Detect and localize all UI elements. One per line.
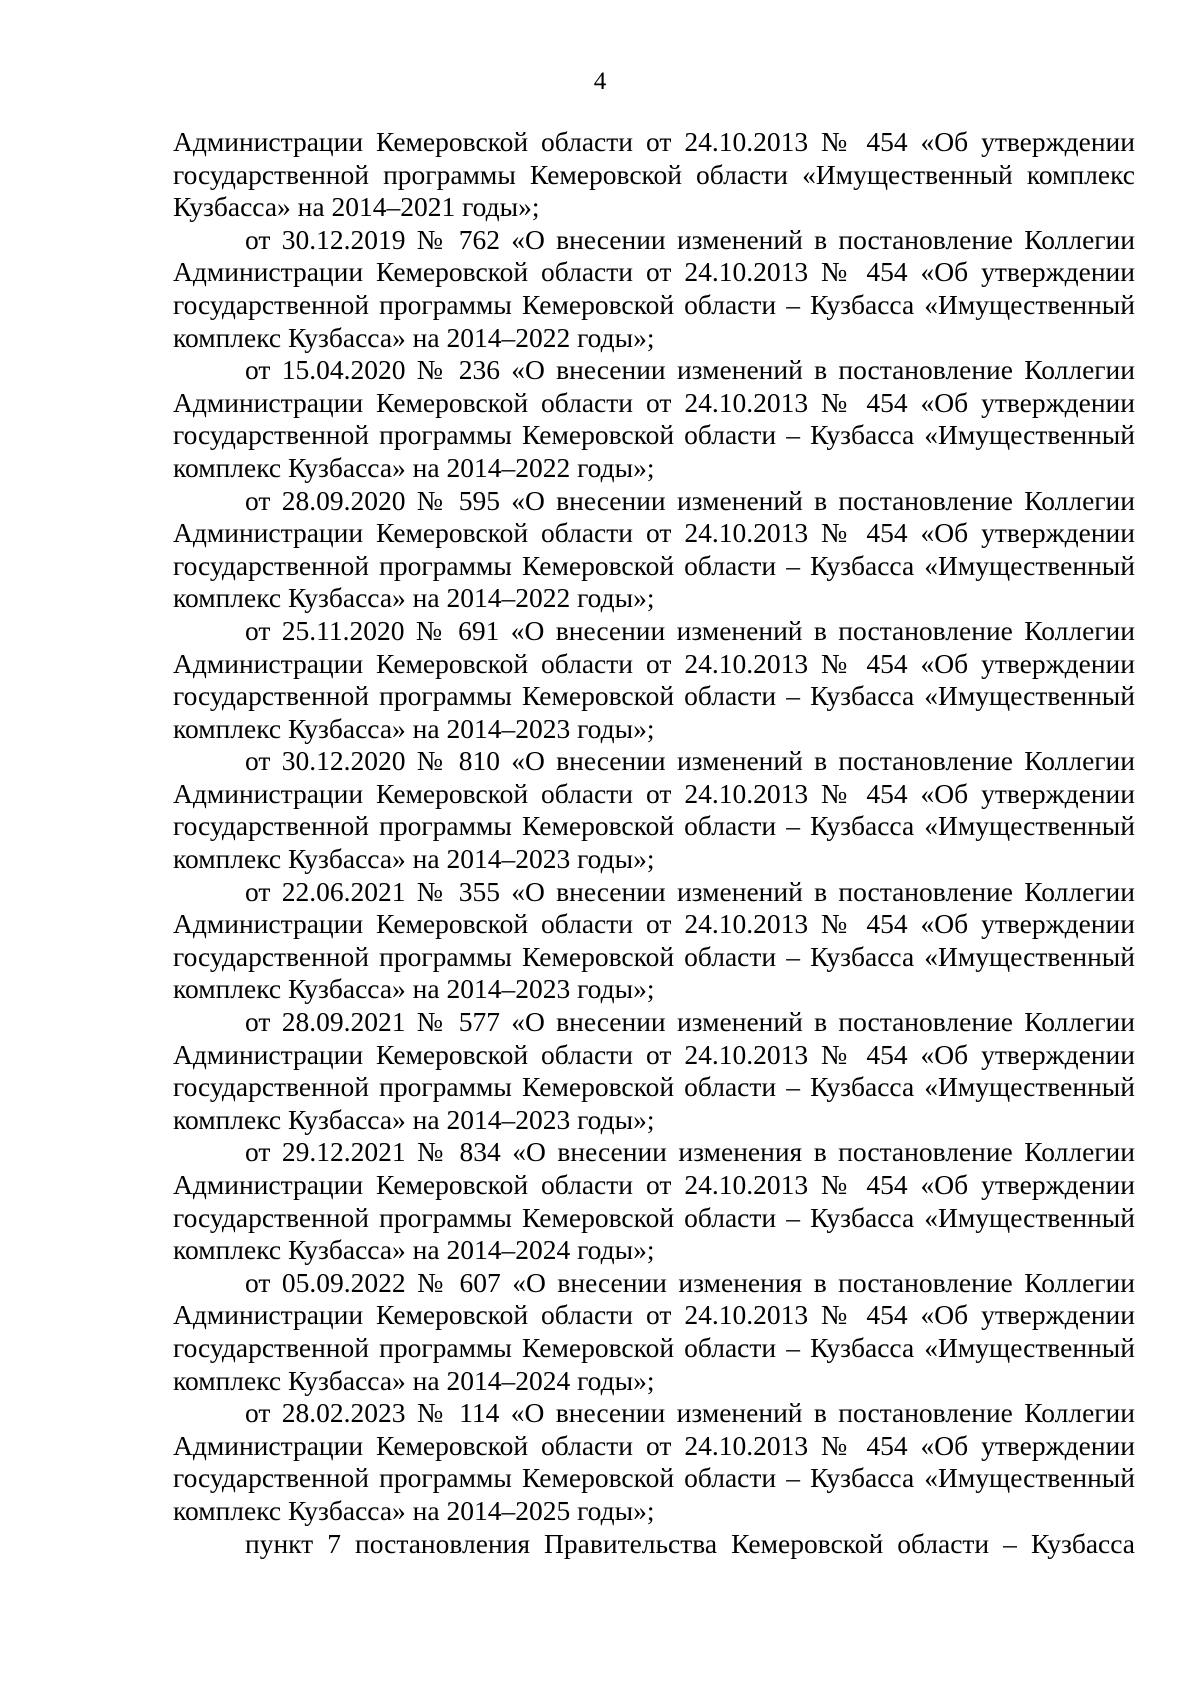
paragraph-amendment-2021-834: от 29.12.2021 № 834 «О внесении изменения в постановление Коллегии Администрации Кемеровской области от 24.10.2013 № 454 «Об утверждении государственной программы Кемеровской области – Кузбасса «Имущественный комплекс Кузбасса» на 2014–2024 годы»;	[173, 1136, 1135, 1266]
paragraph-amendment-2022-607: от 05.09.2022 № 607 «О внесении изменения в постановление Коллегии Администрации Кемеровской области от 24.10.2013 № 454 «Об утверждении государственной программы Кемеровской области – Кузбасса «Имущественный комплекс Кузбасса» на 2014–2024 годы»;	[173, 1266, 1135, 1396]
paragraph-amendment-2021-577: от 28.09.2021 № 577 «О внесении изменений в постановление Коллегии Администрации Кемеровской области от 24.10.2013 № 454 «Об утверждении государственной программы Кемеровской области – Кузбасса «Имущественный комплекс Кузбасса» на 2014–2023 годы»;	[173, 1006, 1135, 1135]
paragraph-amendment-2020-236: от 15.04.2020 № 236 «О внесении изменений в постановление Коллегии Администрации Кемеровской области от 24.10.2013 № 454 «Об утверждении государственной программы Кемеровской области – Кузбасса «Имущественный комплекс Кузбасса» на 2014–2022 годы»;	[173, 354, 1135, 483]
paragraph-amendment-2020-691: от 25.11.2020 № 691 «О внесении изменений в постановление Коллегии Администрации Кемеровской области от 24.10.2013 № 454 «Об утверждении государственной программы Кемеровской области – Кузбасса «Имущественный комплекс Кузбасса» на 2014–2023 годы»;	[173, 614, 1135, 744]
paragraph-amendment-2020-595: от 28.09.2020 № 595 «О внесении изменений в постановление Коллегии Администрации Кемеровской области от 24.10.2013 № 454 «Об утверждении государственной программы Кемеровской области – Кузбасса «Имущественный комплекс Кузбасса» на 2014–2022 годы»;	[173, 484, 1135, 614]
paragraph-amendment-2019-762: от 30.12.2019 № 762 «О внесении изменений в постановление Коллегии Администрации Кемеровской области от 24.10.2013 № 454 «Об утверждении государственной программы Кемеровской области – Кузбасса «Имущественный комплекс Кузбасса» на 2014–2022 годы»;	[173, 223, 1135, 353]
paragraph-clause-7: пункт 7 постановления Правительства Кемеровской области – Кузбасса	[245, 1527, 1135, 1559]
paragraph-amendment-2023-114: от 28.02.2023 № 114 «О внесении изменений в постановление Коллегии Администрации Кемеровской области от 24.10.2013 № 454 «Об утверждении государственной программы Кемеровской области – Кузбасса «Имущественный комплекс Кузбасса» на 2014–2025 годы»;	[173, 1397, 1135, 1526]
page-number: 4	[593, 68, 607, 95]
paragraph-amendment-2021-355: от 22.06.2021 № 355 «О внесении изменений в постановление Коллегии Администрации Кемеровской области от 24.10.2013 № 454 «Об утверждении государственной программы Кемеровской области – Кузбасса «Имущественный комплекс Кузбасса» на 2014–2023 годы»;	[173, 875, 1135, 1005]
paragraph-amendment-2020-810: от 30.12.2020 № 810 «О внесении изменений в постановление Коллегии Администрации Кемеровской области от 24.10.2013 № 454 «Об утверждении государственной программы Кемеровской области – Кузбасса «Имущественный комплекс Кузбасса» на 2014–2023 годы»;	[173, 745, 1135, 875]
document-body	[173, 126, 1135, 1560]
paragraph-continuation: Администрации Кемеровской области от 24.10.2013 № 454 «Об утверждении государственной программы Кемеровской области «Имущественный комплекс Кузбасса» на 2014–2021 годы»;	[173, 126, 1135, 223]
